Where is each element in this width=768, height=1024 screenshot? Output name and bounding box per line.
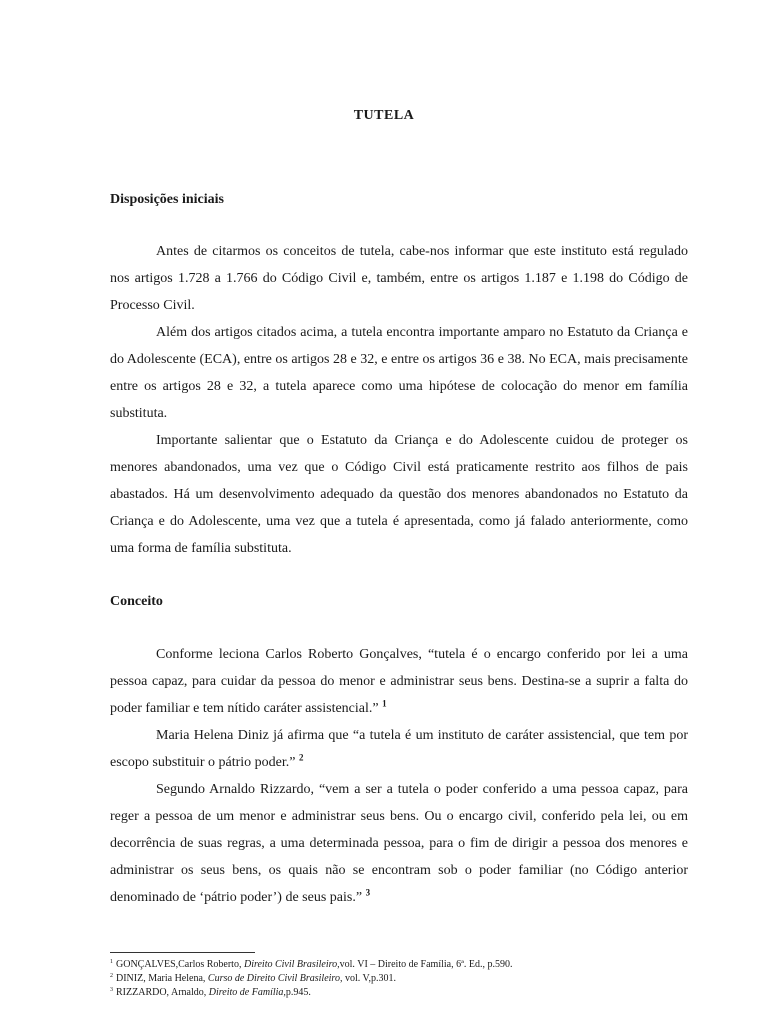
footnote-1 — [110, 958, 710, 972]
paragraph-6-text: Segundo Arnaldo Rizzardo, “vem a ser a tutela o poder conferido a uma pessoa capaz, para reger a pessoa de um menor e administrar seus bens. Ou o encargo civil, conferido pela lei, ou em decorrência de suas regras, a uma determinada pessoa, para o fim de dirigir a pessoa dos menores e administrar os seus bens, os quais não se encontram sob o poder familiar (no Código anterior denominado de ‘pátrio poder’) de seus pais.” — [110, 782, 688, 905]
footnote-ref-2: 2 — [298, 752, 304, 763]
footnote-3 — [110, 986, 710, 1000]
footnote-number: 2 — [110, 972, 113, 979]
section-heading-conceito: Conceito — [110, 594, 163, 609]
paragraph-2: Além dos artigos citados acima, a tutela encontra importante amparo no Estatuto da Criança e do Adolescente (ECA), entre os artigos 28 e 32, e entre os artigos 36 e 38. No ECA, mais precisamente entre os artigos 28 e 32, a tutela aparece como uma hipótese de colocação do menor em família substituta. — [110, 325, 688, 421]
footnote-work: Curso de Direito Civil Brasileiro, — [207, 973, 343, 984]
footnotes — [110, 958, 710, 1000]
footnote-rest: vol. V,p.301. — [342, 973, 396, 984]
footnote-rest: p.945. — [285, 987, 311, 998]
footnote-ref-1: 1 — [382, 698, 387, 709]
paragraph-1: Antes de citarmos os conceitos de tutela, cabe-nos informar que este instituto está regulado nos artigos 1.728 a 1.766 do Código Civil e, também, entre os artigos 1.187 e 1.198 do Código de Processo Civil. — [110, 244, 688, 313]
footnote-2 — [110, 972, 710, 986]
paragraph-6 — [110, 776, 688, 911]
footnote-work: Direito Civil Brasileiro, — [243, 959, 340, 970]
footnote-work: Direito de Família, — [208, 987, 286, 998]
paragraph-5 — [110, 722, 688, 776]
footnote-number: 1 — [110, 958, 113, 965]
footnote-author: DINIZ, Maria Helena, — [116, 973, 208, 984]
paragraph-3: Importante salientar que o Estatuto da Criança e do Adolescente cuidou de proteger os menores abandonados, uma vez que o Código Civil está praticamente restrito aos filhos de pais abastados. Há um desenvolvimento adequado da questão dos menores abandonados no Estatuto da Criança e do Adolescente, uma vez que a tutela é apresentada, como já falado anteriormente, como uma forma de família substituta. — [110, 433, 688, 556]
footnote-rest: vol. VI – Direito de Família, 6ª. Ed., p.590. — [339, 959, 513, 970]
footnote-author: GONÇALVES,Carlos Roberto, — [116, 959, 244, 970]
footnote-author: RIZZARDO, Arnaldo, — [116, 987, 209, 998]
paragraph-4 — [110, 641, 688, 722]
paragraph-5-text: Maria Helena Diniz já afirma que “a tutela é um instituto de caráter assistencial, que tem por escopo substituir o pátrio poder.” — [110, 728, 688, 770]
paragraph-4-text: Conforme leciona Carlos Roberto Gonçalves, “tutela é o encargo conferido por lei a uma pessoa capaz, para cuidar da pessoa do menor e administrar seus bens. Destina-se a suprir a falta do poder familiar e tem nítido caráter assistencial.” — [110, 647, 688, 716]
section-heading-disposicoes: Disposições iniciais — [110, 192, 224, 207]
document-title: TUTELA — [353, 108, 415, 123]
footnote-ref-3: 3 — [365, 887, 371, 898]
footnote-divider — [110, 952, 255, 953]
footnote-number: 3 — [110, 986, 113, 993]
